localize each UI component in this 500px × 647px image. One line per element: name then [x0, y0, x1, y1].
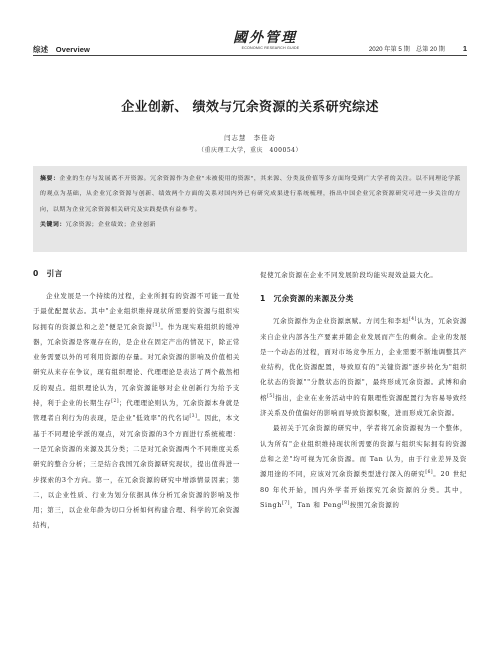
authors: 闫志慧 李佳奇 — [224, 134, 276, 142]
citation-3[interactable]: [3] — [189, 414, 198, 420]
sources-paragraph-2 — [260, 421, 467, 513]
intro-text-1: 企业发展是一个持续的过程，企业所拥有的资源不可能一直处于最优配置状态。其中"企业组织维持现状所需要的资源与组织实际拥有的资源总和之差"便是冗余资源 — [33, 292, 240, 331]
issue-number: 2020 年第 5 期 总第 20 期 — [368, 46, 445, 53]
sources-text-4: 最初关于冗余资源的研究中，学者将冗余资源视为一个整体，认为所有"企业组织维持现状所需要的资源与组织实际拥有的资源总和之差"均可视为冗余资源。而 Tan 认为，由于行业差异及资源用途的不同，应该对冗余资源类型进行深入的研究 — [260, 424, 467, 479]
continued-paragraph: 促使冗余资源在企业不同发展阶段均能实现效益最大化。 — [260, 271, 438, 279]
sources-text-2: 认为，冗余资源来自企业内部各生产要素并随企业发展而产生的剩余。企业的发展是一个动态的过程，面对市场竞争压力，企业需要不断地调整其产业结构，优化资源配置，导致原有的"关键资源"逐步转化为"组织化状态的资源""分散状态的资源"，最终形成冗余资源。武博和俞榕 — [260, 317, 467, 402]
left-column — [33, 268, 240, 534]
keywords-label: 关键词： — [40, 222, 66, 229]
keywords-text: 冗余资源；企业绩效；企业创新 — [65, 222, 156, 229]
keywords-paragraph — [40, 218, 461, 233]
header-rule — [33, 55, 467, 56]
sources-text-1: 冗余资源作为企业资源禀赋。方闰生和李垣 — [273, 317, 409, 326]
article-title: 企业创新、 绩效与冗余资源的关系研究综述 — [121, 100, 379, 115]
intro-paragraph — [33, 289, 240, 534]
citation-6[interactable]: [6] — [425, 470, 434, 476]
citation-5[interactable]: [5] — [267, 393, 276, 399]
section-heading-intro: 0 引言 — [33, 269, 63, 278]
journal-logo-en: ECONOMIC RESEARCH GUIDE — [241, 46, 300, 50]
abstract-label: 摘要： — [40, 176, 60, 182]
citation-2[interactable]: [2] — [111, 398, 120, 404]
intro-text-2: 。作为现实难组织的缓冲器，冗余资源是客观存在的，是企业在固定产出的情况下，除正常业务需要以外的可利用资源的存量。对冗余资源的影响及价值相关研究从来存在争议，现有组织理论、代理理论是表达了两个截然相反的观点。组织理论认为，冗余资源能够对企业创新行为给予支持，利于企业的长期生存 — [33, 322, 240, 408]
sources-text-7: 按照冗余资源的 — [349, 500, 400, 509]
abstract-text: 企业的生存与发展离不开资源。冗余资源作为企业"未被使用的资源"，其来源、分类及价值等多方面均受到广大学者的关注。以不同理论学派的观点为基础，从企业冗余资源与创新、绩效两个方面的关系对国内外已有研究成果进行系统梳理，指出中国企业冗余资源研究可进一步关注的方向，以期为企业冗余资源相关研究及实践提供有益参考。 — [40, 176, 461, 213]
sources-paragraph-1 — [260, 314, 467, 421]
abstract-paragraph — [40, 172, 461, 218]
page-number: 1 — [462, 44, 467, 53]
running-header — [33, 30, 467, 56]
affiliation: （重庆理工大学，重庆 400054） — [198, 147, 302, 154]
citation-7[interactable]: [7] — [282, 500, 290, 506]
sources-text-5: 。20 世纪 80 年代开始，国内外学者开始探究冗余资源的分类。其中，Singh — [260, 470, 467, 509]
intro-text-3: ；代理理论则认为，冗余资源本身就是管理者自利行为的表现，是企业"低效率"的代名词 — [33, 399, 241, 423]
abstract-box — [33, 166, 467, 252]
section-heading-sources: 1 冗余资源的来源及分类 — [260, 294, 354, 304]
citation-8[interactable]: [8] — [341, 500, 350, 506]
journal-logo-cn: 國外管理 — [233, 30, 297, 46]
citation-4[interactable]: [4] — [409, 317, 417, 323]
section-label: 综述 Overview — [33, 45, 90, 54]
citation-1[interactable]: [1] — [152, 322, 161, 328]
sources-text-3: 指出，企业在业务活动中的有限理性资源配置行为容易导致经济关系及价值偏好的影响而导致资源积聚，进而形成冗余资源。 — [260, 393, 468, 418]
issue-info — [369, 44, 467, 53]
intro-text-4: 。因此，本文基于不同理论学派的观点，对冗余资源的3个方面进行系统梳理：一是冗余资源的来源及其分类；二是对冗余资源两个不同维度关系研究的整合分析；三是结合我国冗余资源研究现状，提出值得进一步探索的3个方向。第一，在冗余资源的研究中增添情景因素；第二，以企业性质、行业为划分依据具体分析冗余资源的影响及作用；第三，以企业年龄为切口分析如何构建合理、科学的冗余资源结构， — [33, 414, 240, 530]
sources-text-6: ，Tan 和 Peng — [289, 500, 342, 509]
right-column — [260, 268, 467, 513]
journal-logo — [233, 30, 308, 52]
